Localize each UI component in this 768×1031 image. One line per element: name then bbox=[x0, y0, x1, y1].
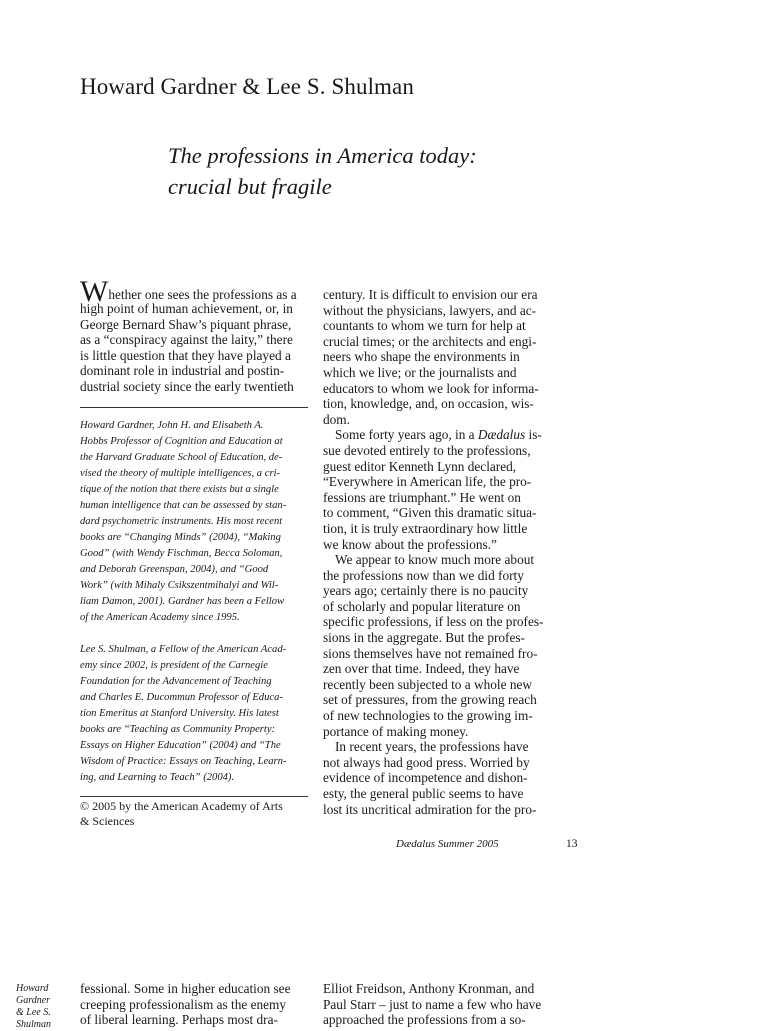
bio-line: books are “Teaching as Community Property: bbox=[80, 723, 276, 735]
paragraph-start-line bbox=[323, 427, 551, 443]
body-line: crucial times; or the architects and engi- bbox=[323, 333, 537, 349]
bio-line: ing, and Learning to Teach” (2004). bbox=[80, 771, 235, 783]
body-line: the professions now than we did forty bbox=[323, 567, 524, 583]
article-authors: Howard Gardner & Lee S. Shulman bbox=[80, 74, 414, 99]
left-column bbox=[80, 275, 308, 829]
margin-author-line: & Lee S. bbox=[16, 1007, 51, 1018]
body-line: tion, it is truly extraordinary how little bbox=[323, 520, 528, 536]
body-line: neers who shape the environments in bbox=[323, 349, 520, 365]
next-page-right-column bbox=[323, 981, 551, 1028]
copyright-notice bbox=[80, 799, 308, 829]
body-line: we know about the professions.” bbox=[323, 536, 497, 552]
bio-line: dard psychometric instruments. His most recent bbox=[80, 515, 283, 527]
bio-line: and Charles E. Ducommun Professor of Educa- bbox=[80, 691, 283, 703]
bio-line: and Deborah Greenspan, 2004), and “Good bbox=[80, 563, 269, 575]
bio-line: Howard Gardner, John H. and Elisabeth A. bbox=[80, 419, 264, 431]
bio-line: books are “Changing Minds” (2004), “Making bbox=[80, 531, 281, 543]
body-line: set of pressures, from the growing reach bbox=[323, 692, 537, 708]
body-line: countants to whom we turn for help at bbox=[323, 318, 526, 334]
body-line: George Bernard Shaw’s piquant phrase, bbox=[80, 316, 292, 332]
body-line: of scholarly and popular literature on bbox=[323, 598, 521, 614]
body-line: century. It is difficult to envision our era bbox=[323, 287, 538, 302]
body-line: Paul Starr – just to name a few who have bbox=[323, 996, 542, 1012]
drop-cap: W bbox=[80, 275, 109, 308]
body-line: tion, knowledge, and, on occasion, wis- bbox=[323, 396, 534, 412]
body-line: creeping professionalism as the enemy bbox=[80, 996, 287, 1012]
bio-line: Good” (with Wendy Fischman, Becca Soloman, bbox=[80, 547, 283, 559]
bio-line: Lee S. Shulman, a Fellow of the American Acad- bbox=[80, 643, 287, 655]
body-line: educators to whom we look for informa- bbox=[323, 380, 539, 396]
bio-line: of the American Academy since 1995. bbox=[80, 611, 240, 623]
body-line: sions in the aggregate. But the profes- bbox=[323, 630, 525, 646]
bio-line: Hobbs Professor of Cognition and Education at bbox=[80, 435, 283, 447]
body-line: “Everywhere in American life, the pro- bbox=[323, 474, 532, 490]
page-number: 13 bbox=[566, 838, 578, 850]
body-line: sions themselves have not remained fro- bbox=[323, 645, 538, 661]
bio-line: human intelligence that can be assessed by stan- bbox=[80, 499, 287, 511]
body-line: high point of human achievement, or, in bbox=[80, 301, 293, 316]
body-line: portance of making money. bbox=[323, 723, 469, 739]
shulman-bio bbox=[80, 642, 308, 786]
body-line: of new technologies to the growing im- bbox=[323, 708, 533, 724]
body-line: fessional. Some in higher education see bbox=[80, 981, 291, 996]
body-line: recently been subjected to a whole new bbox=[323, 676, 532, 692]
running-footer: Dædalus Summer 2005 bbox=[396, 838, 499, 850]
body-line: approached the professions from a so- bbox=[323, 1012, 526, 1028]
body-line: of liberal learning. Perhaps most dra- bbox=[80, 1012, 278, 1028]
article-title bbox=[168, 140, 477, 202]
body-line: without the physicians, lawyers, and ac- bbox=[323, 302, 537, 318]
margin-author-line: Howard bbox=[16, 983, 49, 994]
bio-line: Wisdom of Practice: Essays on Teaching, Learn- bbox=[80, 755, 287, 767]
margin-author-line: Gardner bbox=[16, 995, 51, 1006]
body-line: to comment, “Given this dramatic situa- bbox=[323, 505, 537, 521]
bio-line: tion Emeritus at Stanford University. His latest bbox=[80, 707, 279, 719]
gardner-bio bbox=[80, 418, 308, 626]
body-line: years ago; certainly there is no paucity bbox=[323, 583, 529, 599]
bio-line: Foundation for the Advancement of Teaching bbox=[80, 675, 272, 687]
paragraph-start-line: We appear to know much more about bbox=[335, 552, 535, 568]
bio-line: liam Damon, 2001). Gardner has been a Fellow bbox=[80, 595, 285, 607]
body-line: dom. bbox=[323, 411, 350, 427]
paragraph-start-line: In recent years, the professions have bbox=[335, 739, 529, 755]
text-run: Some forty years ago, in a bbox=[335, 427, 478, 443]
opening-line bbox=[80, 275, 308, 308]
bio-line: vised the theory of multiple intelligences, a cri- bbox=[80, 467, 281, 479]
bio-divider bbox=[80, 407, 308, 408]
body-line: esty, the general public seems to have bbox=[323, 786, 524, 801]
body-line: is little question that they have played a bbox=[80, 347, 291, 363]
title-line-1: The professions in America today: bbox=[168, 143, 477, 168]
journal-name: Dædalus bbox=[477, 427, 526, 443]
margin-author-line: Shulman bbox=[16, 1019, 51, 1030]
copyright-divider bbox=[80, 796, 308, 797]
body-line: dustrial society since the early twentieth bbox=[80, 378, 294, 394]
copyright-line: & Sciences bbox=[80, 813, 135, 828]
copyright-line: © 2005 by the American Academy of Arts bbox=[80, 798, 283, 813]
body-line: not always had good press. Worried by bbox=[323, 754, 530, 770]
next-page-left-column bbox=[80, 981, 308, 1028]
title-line-2: crucial but fragile bbox=[168, 174, 332, 199]
body-line: fessions are triumphant.” He went on bbox=[323, 489, 521, 505]
body-line: as a “conspiracy against the laity,” there bbox=[80, 332, 293, 348]
body-line: evidence of incompetence and dishon- bbox=[323, 770, 528, 786]
bio-line: tique of the notion that there exists but a single bbox=[80, 483, 279, 495]
text-run: is- bbox=[525, 427, 542, 443]
bio-line: the Harvard Graduate School of Education, de- bbox=[80, 451, 283, 463]
body-line: zen over that time. Indeed, they have bbox=[323, 661, 520, 677]
bio-line: emy since 2002, is president of the Carnegie bbox=[80, 659, 268, 671]
bio-line: Work” (with Mihaly Csikszentmihalyi and Wil- bbox=[80, 579, 279, 591]
bio-line: Essays on Higher Education” (2004) and “The bbox=[80, 739, 281, 751]
body-line: lost its uncritical admiration for the pro- bbox=[323, 801, 537, 817]
body-line: specific professions, if less on the profes- bbox=[323, 614, 544, 630]
body-line: dominant role in industrial and postin- bbox=[80, 363, 285, 379]
body-line: sue devoted entirely to the professions, bbox=[323, 442, 531, 458]
body-line: Elliot Freidson, Anthony Kronman, and bbox=[323, 981, 535, 996]
right-column bbox=[323, 287, 551, 817]
body-line: guest editor Kenneth Lynn declared, bbox=[323, 458, 517, 474]
body-line: which we live; or the journalists and bbox=[323, 364, 517, 380]
opening-line-text: hether one sees the professions as a bbox=[108, 287, 297, 303]
